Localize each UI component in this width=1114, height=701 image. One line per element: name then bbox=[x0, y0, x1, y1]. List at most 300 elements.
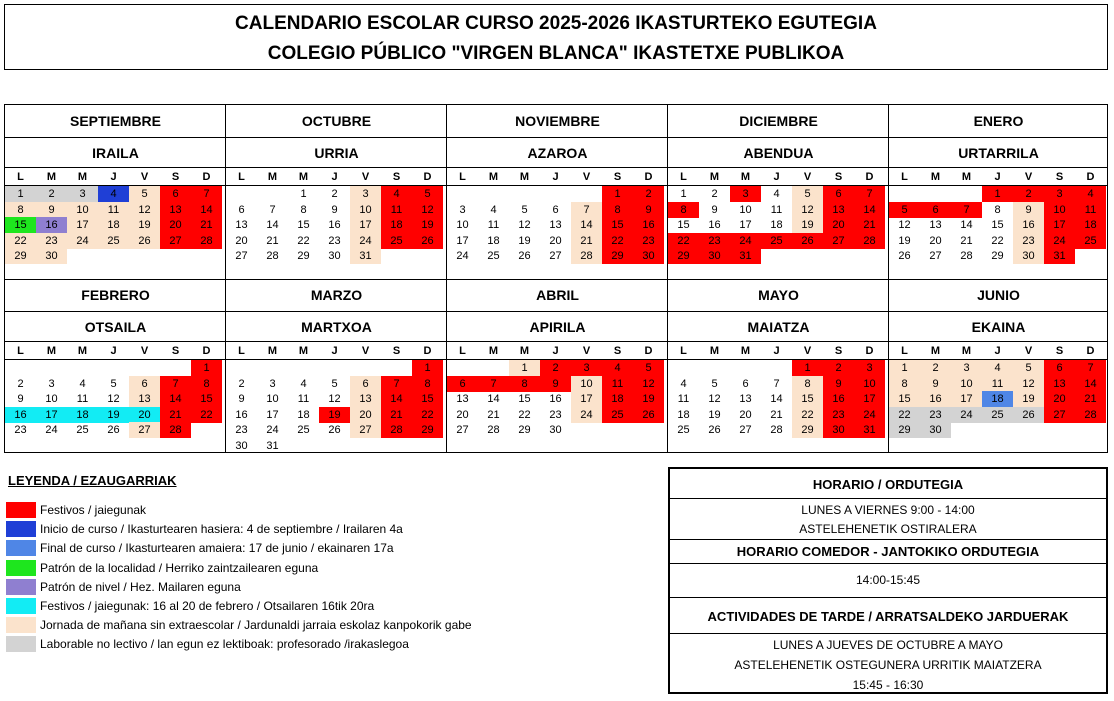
weekday-header: S bbox=[834, 345, 843, 357]
calendar-day: 12 bbox=[518, 219, 531, 231]
weekday-header: J bbox=[552, 171, 559, 183]
calendar-day: 1 bbox=[792, 360, 823, 376]
weekday-header: M bbox=[740, 345, 751, 357]
calendar-day: 25 bbox=[1075, 233, 1106, 249]
legend-swatch bbox=[6, 598, 36, 614]
month-name-eu: AZAROA bbox=[527, 145, 588, 161]
calendar-day: 8 bbox=[602, 202, 633, 218]
calendar-day: 20 bbox=[1044, 391, 1075, 407]
weekday-header: J bbox=[994, 345, 1001, 357]
calendar-day: 31 bbox=[266, 439, 279, 452]
calendar-day: 11 bbox=[770, 203, 783, 216]
calendar-day: 18 bbox=[1075, 217, 1106, 233]
calendar-day: 24 bbox=[456, 250, 469, 262]
legend-text: Inicio de curso / Ikasturtearen hasiera: 4 de septiembre / Irailaren 4a bbox=[40, 522, 403, 537]
weekday-header: V bbox=[582, 171, 591, 183]
calendar-day: 4 bbox=[79, 377, 86, 390]
calendar-day: 27 bbox=[350, 422, 381, 438]
calendar-day: 24 bbox=[1044, 233, 1075, 249]
calendar-day: 27 bbox=[235, 250, 248, 262]
calendar-day: 13 bbox=[350, 391, 381, 407]
calendar-day: 28 bbox=[571, 248, 602, 264]
legend-text: Festivos / jaiegunak: 16 al 20 de febrero / Otsailaren 16tik 20ra bbox=[40, 599, 375, 613]
calendar-day: 23 bbox=[920, 407, 951, 423]
calendar-day: 19 bbox=[792, 217, 823, 233]
calendar-day: 10 bbox=[571, 376, 602, 392]
calendar-day: 8 bbox=[191, 376, 222, 392]
calendar-day: 7 bbox=[773, 377, 780, 390]
calendar-day: 18 bbox=[982, 391, 1013, 407]
legend-swatch bbox=[6, 579, 36, 595]
calendar-day: 6 bbox=[823, 186, 854, 202]
weekday-header: J bbox=[110, 345, 117, 357]
weekday-header: M bbox=[298, 171, 309, 183]
calendar-day: 12 bbox=[898, 219, 911, 231]
calendar-day: 7 bbox=[381, 376, 412, 392]
weekday-header: L bbox=[17, 171, 24, 183]
calendar-day: 21 bbox=[770, 408, 783, 421]
calendar-day: 9 bbox=[540, 376, 571, 392]
calendar-day: 14 bbox=[571, 217, 602, 233]
weekday-header: V bbox=[1024, 171, 1033, 183]
calendar-day: 9 bbox=[36, 202, 67, 218]
calendar-day: 5 bbox=[129, 186, 160, 202]
calendar-day: 2 bbox=[540, 360, 571, 376]
month-name-es: FEBRERO bbox=[81, 287, 150, 303]
calendar-day: 10 bbox=[854, 376, 885, 392]
legend-swatch bbox=[6, 617, 36, 633]
calendar-day: 28 bbox=[487, 424, 500, 436]
calendar-day: 20 bbox=[456, 408, 469, 421]
month-block bbox=[5, 105, 226, 279]
calendar-day: 12 bbox=[129, 202, 160, 218]
calendar-day: 28 bbox=[770, 424, 783, 436]
weekday-header: L bbox=[238, 171, 245, 183]
calendar-day: 31 bbox=[1044, 248, 1075, 264]
calendar-day: 25 bbox=[487, 250, 500, 262]
calendar-day: 10 bbox=[951, 376, 982, 392]
calendar-day: 9 bbox=[711, 203, 718, 216]
calendar-day: 13 bbox=[456, 393, 469, 405]
calendar-day: 26 bbox=[412, 233, 443, 249]
calendar-day: 9 bbox=[17, 393, 24, 405]
calendar-day: 27 bbox=[823, 233, 854, 249]
calendar-day: 21 bbox=[191, 217, 222, 233]
calendar-day: 16 bbox=[1013, 217, 1044, 233]
weekday-header: M bbox=[519, 345, 530, 357]
tarde-line-1: LUNES A JUEVES DE OCTUBRE A MAYO bbox=[773, 638, 1003, 652]
calendar-day: 23 bbox=[36, 233, 67, 249]
month-block bbox=[668, 279, 889, 452]
calendar-day: 15 bbox=[792, 391, 823, 407]
calendar-day: 16 bbox=[36, 217, 67, 233]
weekday-header: V bbox=[140, 171, 149, 183]
calendar-day: 4 bbox=[680, 377, 687, 390]
weekday-header: D bbox=[423, 345, 432, 357]
calendar-day: 29 bbox=[792, 422, 823, 438]
calendar-day: 5 bbox=[889, 202, 920, 218]
calendar-day: 26 bbox=[107, 424, 120, 436]
calendar-day: 17 bbox=[739, 219, 752, 231]
calendar-day: 21 bbox=[487, 408, 500, 421]
calendar-day: 26 bbox=[898, 250, 911, 262]
calendar-day: 19 bbox=[708, 408, 721, 421]
calendar-day: 6 bbox=[552, 203, 559, 216]
calendar-day: 7 bbox=[571, 202, 602, 218]
calendar-day: 14 bbox=[266, 219, 279, 231]
comedor-title: HORARIO COMEDOR - JANTOKIKO ORDUTEGIA bbox=[736, 544, 1040, 559]
calendar-day: 20 bbox=[350, 407, 381, 423]
legend-text: Festivos / jaiegunak bbox=[40, 503, 147, 517]
calendar-day: 30 bbox=[699, 248, 730, 264]
month-name-eu: OTSAILA bbox=[84, 319, 147, 335]
calendar-day: 5 bbox=[412, 186, 443, 202]
calendar-day: 27 bbox=[1044, 407, 1075, 423]
calendar-day: 2 bbox=[331, 188, 338, 200]
calendar-day: 13 bbox=[129, 391, 160, 407]
weekday-header: M bbox=[267, 171, 278, 183]
calendar-day: 12 bbox=[792, 202, 823, 218]
calendar-day: 27 bbox=[929, 250, 942, 262]
calendar-day: 5 bbox=[521, 203, 528, 216]
month-name-es: DICIEMBRE bbox=[739, 113, 818, 129]
month-name-eu: APIRILA bbox=[529, 319, 586, 335]
month-block bbox=[447, 279, 668, 452]
calendar-day: 30 bbox=[328, 250, 341, 262]
calendar-day: 2 bbox=[1013, 186, 1044, 202]
calendar-day: 6 bbox=[447, 376, 478, 392]
calendar-day: 17 bbox=[266, 408, 279, 421]
calendar-day: 6 bbox=[1044, 360, 1075, 376]
calendar-day: 7 bbox=[269, 203, 276, 216]
calendar-day: 12 bbox=[412, 202, 443, 218]
month-name-es: OCTUBRE bbox=[301, 113, 372, 129]
calendar-day: 27 bbox=[456, 424, 469, 436]
weekday-header: L bbox=[680, 171, 687, 183]
comedor-time: 14:00-15:45 bbox=[855, 573, 921, 587]
calendar-day: 2 bbox=[711, 188, 718, 200]
weekday-header: M bbox=[77, 345, 88, 357]
calendar-day: 1 bbox=[5, 186, 36, 202]
calendar-day: 17 bbox=[36, 407, 67, 423]
calendar-day: 5 bbox=[711, 377, 718, 390]
calendar-day: 8 bbox=[300, 203, 307, 216]
calendar-day: 24 bbox=[571, 407, 602, 423]
calendar-day: 3 bbox=[459, 203, 466, 216]
calendar-day: 25 bbox=[381, 233, 412, 249]
calendar-day: 9 bbox=[238, 393, 245, 405]
weekday-header: M bbox=[740, 171, 751, 183]
calendar-day: 6 bbox=[350, 376, 381, 392]
weekday-header: M bbox=[46, 345, 57, 357]
calendar-day: 31 bbox=[854, 422, 885, 438]
calendar-day: 2 bbox=[633, 186, 664, 202]
weekday-header: D bbox=[865, 171, 874, 183]
calendar-day: 11 bbox=[602, 376, 633, 392]
weekday-header: M bbox=[961, 345, 972, 357]
calendar-day: 24 bbox=[266, 424, 279, 436]
weekday-header: S bbox=[171, 345, 180, 357]
month-block bbox=[226, 279, 447, 452]
calendar-day: 23 bbox=[1013, 233, 1044, 249]
month-name-es: ABRIL bbox=[536, 287, 579, 303]
calendar-day: 3 bbox=[67, 186, 98, 202]
calendar-day: 23 bbox=[633, 233, 664, 249]
calendar-day: 28 bbox=[1075, 407, 1106, 423]
calendar-day: 29 bbox=[991, 250, 1004, 262]
calendar-day: 3 bbox=[730, 186, 761, 202]
weekday-header: S bbox=[171, 171, 180, 183]
calendar-day: 10 bbox=[67, 202, 98, 218]
calendar-day: 29 bbox=[412, 422, 443, 438]
month-name-eu: EKAINA bbox=[971, 319, 1026, 335]
legend-swatch bbox=[6, 560, 36, 576]
legend-title: LEYENDA / EZAUGARRIAK bbox=[8, 473, 177, 488]
calendar-day: 11 bbox=[297, 393, 310, 405]
weekday-header: L bbox=[680, 345, 687, 357]
calendar-day: 19 bbox=[518, 234, 531, 247]
calendar-day: 15 bbox=[191, 391, 222, 407]
calendar-day: 28 bbox=[854, 233, 885, 249]
weekday-header: M bbox=[488, 171, 499, 183]
weekday-header: D bbox=[644, 345, 653, 357]
calendar-day: 16 bbox=[235, 408, 248, 421]
calendar-day: 13 bbox=[160, 202, 191, 218]
month-name-eu: IRAILA bbox=[92, 145, 139, 161]
weekday-header: L bbox=[17, 345, 24, 357]
calendar-day: 4 bbox=[982, 360, 1013, 376]
weekday-header: S bbox=[613, 345, 622, 357]
calendar-day: 15 bbox=[889, 391, 920, 407]
calendar-day: 16 bbox=[708, 219, 721, 231]
calendar-day: 29 bbox=[602, 248, 633, 264]
calendar-day: 10 bbox=[739, 203, 752, 216]
calendar-day: 1 bbox=[412, 360, 443, 376]
calendar-day: 20 bbox=[235, 234, 248, 247]
weekday-header: V bbox=[582, 345, 591, 357]
horario-line-1: LUNES A VIERNES 9:00 - 14:00 bbox=[801, 503, 975, 517]
calendar-day: 8 bbox=[5, 202, 36, 218]
calendar-day: 4 bbox=[490, 203, 497, 216]
month-name-es: NOVIEMBRE bbox=[515, 113, 600, 129]
weekday-header: V bbox=[361, 171, 370, 183]
calendar-day: 22 bbox=[5, 233, 36, 249]
weekday-header: M bbox=[930, 345, 941, 357]
weekday-header: D bbox=[1086, 345, 1095, 357]
calendar-day: 11 bbox=[487, 219, 500, 231]
calendar-day: 25 bbox=[76, 424, 89, 436]
legend-text: Laborable no lectivo / lan egun ez lektiboak: profesorado /irakaslegoa bbox=[40, 637, 409, 652]
calendar-day: 5 bbox=[1013, 360, 1044, 376]
calendar-day: 22 bbox=[889, 407, 920, 423]
calendar-day: 23 bbox=[14, 424, 27, 436]
calendar-day: 17 bbox=[67, 217, 98, 233]
calendar-day: 30 bbox=[36, 248, 67, 264]
calendar-day: 9 bbox=[1013, 202, 1044, 218]
weekday-header: V bbox=[803, 345, 812, 357]
horario-title: HORARIO / ORDUTEGIA bbox=[812, 477, 964, 492]
horario-line-2: ASTELEHENETIK OSTIRALERA bbox=[799, 522, 977, 536]
calendar-day: 9 bbox=[920, 376, 951, 392]
calendar-day: 11 bbox=[677, 393, 690, 405]
calendar-day: 14 bbox=[191, 202, 222, 218]
calendar-day: 20 bbox=[823, 217, 854, 233]
calendar-day: 12 bbox=[708, 393, 721, 405]
calendar-day: 9 bbox=[331, 203, 338, 216]
calendar-day: 10 bbox=[350, 202, 381, 218]
weekday-header: M bbox=[77, 171, 88, 183]
month-name-eu: URTARRILA bbox=[958, 145, 1039, 161]
calendar-day: 15 bbox=[412, 391, 443, 407]
calendar-day: 28 bbox=[960, 250, 973, 262]
calendar-day: 22 bbox=[412, 407, 443, 423]
weekday-header: M bbox=[519, 171, 530, 183]
weekday-header: J bbox=[773, 345, 780, 357]
calendar-day: 19 bbox=[98, 407, 129, 423]
weekday-header: M bbox=[267, 345, 278, 357]
tarde-line-2: ASTELEHENETIK OSTEGUNERA URRITIK MAIATZERA bbox=[734, 658, 1042, 672]
calendar-day: 10 bbox=[45, 393, 58, 405]
calendar-day: 26 bbox=[518, 250, 531, 262]
month-name-es: JUNIO bbox=[977, 287, 1020, 303]
calendar-day: 26 bbox=[328, 424, 341, 436]
tarde-time: 15:45 - 16:30 bbox=[852, 678, 924, 692]
month-block bbox=[889, 105, 1108, 279]
calendar-day: 15 bbox=[297, 219, 310, 231]
calendar-day: 11 bbox=[76, 393, 89, 405]
month-block bbox=[447, 105, 668, 279]
weekday-header: S bbox=[834, 171, 843, 183]
month-name-es: ENERO bbox=[973, 113, 1024, 129]
calendar-day: 2 bbox=[17, 377, 24, 390]
month-block bbox=[889, 279, 1108, 452]
calendar-day: 18 bbox=[770, 219, 783, 231]
calendar-day: 6 bbox=[238, 203, 245, 216]
calendar-day: 4 bbox=[602, 360, 633, 376]
weekday-header: S bbox=[392, 345, 401, 357]
calendar-day: 13 bbox=[549, 219, 562, 231]
calendar-day: 20 bbox=[160, 217, 191, 233]
calendar-day: 1 bbox=[602, 186, 633, 202]
calendar-day: 15 bbox=[5, 217, 36, 233]
calendar-day: 25 bbox=[98, 233, 129, 249]
calendar-day: 28 bbox=[266, 250, 279, 262]
weekday-header: L bbox=[901, 345, 908, 357]
calendar-day: 16 bbox=[549, 393, 562, 405]
month-name-eu: MARTXOA bbox=[301, 319, 372, 335]
calendar-day: 7 bbox=[1075, 360, 1106, 376]
calendar-day: 30 bbox=[633, 248, 664, 264]
calendar-day: 18 bbox=[602, 391, 633, 407]
calendar-day: 17 bbox=[854, 391, 885, 407]
calendar-day: 1 bbox=[680, 188, 687, 200]
calendar-day: 16 bbox=[920, 391, 951, 407]
weekday-header: J bbox=[994, 171, 1001, 183]
calendar-day: 7 bbox=[191, 186, 222, 202]
calendar-day: 1 bbox=[509, 360, 540, 376]
calendar-day: 3 bbox=[854, 360, 885, 376]
weekday-header: M bbox=[488, 345, 499, 357]
weekday-header: M bbox=[930, 171, 941, 183]
weekday-header: D bbox=[423, 171, 432, 183]
calendar-day: 3 bbox=[48, 377, 55, 390]
calendar-day: 20 bbox=[929, 234, 942, 247]
legend-text: Patrón de nivel / Hez. Mailaren eguna bbox=[40, 579, 241, 594]
calendar-day: 27 bbox=[129, 422, 160, 438]
calendar-day: 14 bbox=[381, 391, 412, 407]
calendar-day: 25 bbox=[982, 407, 1013, 423]
weekday-header: M bbox=[709, 171, 720, 183]
calendar-day: 7 bbox=[854, 186, 885, 202]
calendar-day: 15 bbox=[518, 393, 531, 405]
calendar-day: 6 bbox=[129, 376, 160, 392]
calendar-day: 4 bbox=[300, 377, 307, 390]
weekday-header: M bbox=[709, 345, 720, 357]
calendar-day: 18 bbox=[381, 217, 412, 233]
calendar-day: 26 bbox=[708, 424, 721, 436]
calendar-day: 8 bbox=[509, 376, 540, 392]
weekday-header: J bbox=[773, 171, 780, 183]
weekday-header: D bbox=[644, 171, 653, 183]
calendar-day: 14 bbox=[854, 202, 885, 218]
calendar-grid bbox=[4, 104, 1108, 453]
calendar-day: 23 bbox=[699, 233, 730, 249]
calendar-day: 21 bbox=[854, 217, 885, 233]
calendar-day: 14 bbox=[960, 219, 973, 231]
calendar-day: 29 bbox=[518, 424, 531, 436]
calendar-day: 18 bbox=[677, 408, 690, 421]
calendar-day: 23 bbox=[823, 407, 854, 423]
calendar-day: 28 bbox=[191, 233, 222, 249]
calendar-day: 25 bbox=[677, 424, 690, 436]
calendar-day: 8 bbox=[994, 203, 1001, 216]
calendar-day: 16 bbox=[633, 217, 664, 233]
calendar-day: 21 bbox=[960, 234, 973, 247]
weekday-header: J bbox=[331, 171, 338, 183]
calendar-day: 15 bbox=[602, 217, 633, 233]
calendar-day: 2 bbox=[920, 360, 951, 376]
calendar-day: 7 bbox=[951, 202, 982, 218]
legend-text: Jornada de mañana sin extraescolar / Jardunaldi jarraia eskolaz kanpokorik gabe bbox=[40, 618, 472, 633]
month-name-eu: ABENDUA bbox=[743, 145, 814, 161]
calendar-day: 23 bbox=[235, 424, 248, 436]
calendar-day: 19 bbox=[1013, 391, 1044, 407]
legend-text: Final de curso / Ikasturtearen amaiera: 17 de junio / ekainaren 17a bbox=[40, 541, 394, 556]
calendar-day: 27 bbox=[160, 233, 191, 249]
calendar-day: 22 bbox=[191, 407, 222, 423]
calendar-day: 24 bbox=[350, 233, 381, 249]
weekday-header: M bbox=[46, 171, 57, 183]
calendar-day: 4 bbox=[98, 186, 129, 202]
calendar-day: 22 bbox=[297, 234, 310, 247]
calendar-day: 2 bbox=[823, 360, 854, 376]
legend-swatch bbox=[6, 521, 36, 537]
calendar-day: 30 bbox=[549, 424, 562, 436]
weekday-header: D bbox=[865, 345, 874, 357]
month-block bbox=[5, 279, 226, 452]
calendar-day: 29 bbox=[297, 250, 310, 262]
calendar-day: 12 bbox=[633, 376, 664, 392]
calendar-day: 20 bbox=[129, 407, 160, 423]
calendar-day: 19 bbox=[633, 391, 664, 407]
calendar-day: 14 bbox=[160, 391, 191, 407]
calendar-day: 13 bbox=[739, 393, 752, 405]
weekday-header: V bbox=[1024, 345, 1033, 357]
month-name-es: SEPTIEMBRE bbox=[69, 113, 161, 129]
calendar-day: 22 bbox=[991, 234, 1004, 247]
month-name-es: MARZO bbox=[310, 287, 363, 303]
calendar-day: 28 bbox=[381, 422, 412, 438]
